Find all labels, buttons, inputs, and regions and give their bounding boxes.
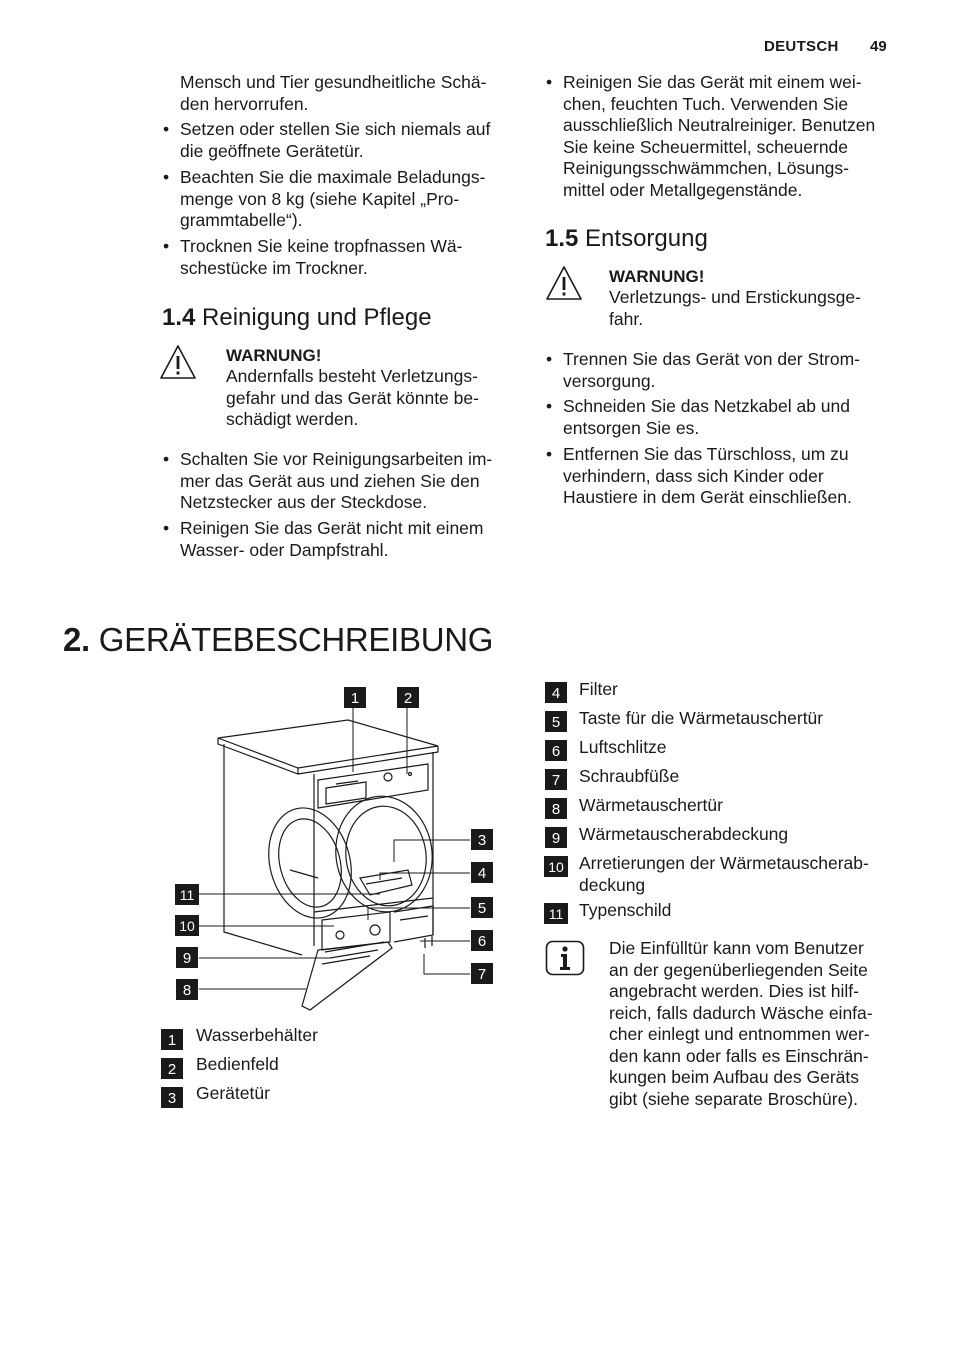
legend-label: Filter — [579, 679, 618, 699]
legend-label: Luftschlitze — [579, 737, 667, 757]
callout-2: 2 — [397, 687, 419, 708]
list-item-text: Entfernen Sie das Türschloss, um zu verhindern, dass sich Kinder oder Haustiere in dem Gerät einschließen. — [563, 444, 852, 507]
chapter-number: 2. — [63, 621, 90, 658]
callout-11: 11 — [175, 884, 199, 905]
legend-number: 7 — [545, 769, 567, 790]
list-item-text: Trocknen Sie keine tropfnassen Wä- schestücke im Trockner. — [180, 236, 463, 278]
warning-text: Verletzungs- und Erstickungsge- fahr. — [609, 287, 861, 329]
bullet-dot: • — [546, 396, 553, 416]
header-language: DEUTSCH — [764, 38, 839, 55]
list-item-text: Trennen Sie das Gerät von der Strom- versorgung. — [563, 349, 860, 391]
section-number: 1.4 — [162, 304, 196, 331]
legend-label: Arretierungen der Wärmetauscherab- deckung — [579, 853, 869, 895]
bullet-dot: • — [163, 119, 170, 139]
bullet-dot: • — [546, 349, 553, 369]
legend-label: Gerätetür — [196, 1083, 270, 1103]
legend-label: Wasserbehälter — [196, 1025, 318, 1045]
callout-8: 8 — [176, 979, 198, 1000]
legend-number: 1 — [161, 1029, 183, 1050]
bullet-dot: • — [546, 444, 553, 464]
callout-3: 3 — [471, 829, 493, 850]
callout-1: 1 — [344, 687, 366, 708]
callout-9: 9 — [176, 947, 198, 968]
legend-number: 3 — [161, 1087, 183, 1108]
info-text: Die Einfülltür kann vom Benutzer an der gegenüberliegenden Seite angebracht werden. Dies ist hilf- reich, falls dadurch Wäsche einfa- cher einlegt und entnommen wer- den kann oder falls es Einschrän- kungen beim Aufbau des Geräts gibt (siehe separate Broschüre). — [609, 938, 873, 1109]
legend-number: 5 — [545, 711, 567, 732]
chapter-title: GERÄTEBESCHREIBUNG — [98, 621, 494, 658]
legend-label: Wärmetauscherabdeckung — [579, 824, 789, 844]
legend-label: Schraubfüße — [579, 766, 680, 786]
warning-text: Andernfalls besteht Verletzungs- gefahr und das Gerät könnte be- schädigt werden. — [226, 366, 479, 429]
list-item-text: Reinigen Sie das Gerät mit einem wei- chen, feuchten Tuch. Verwenden Sie ausschließlich Neutralreiniger. Benutzen Sie keine Scheuermittel, scheuernde Reinigungsschwämmchen, Lösungs- mittel oder Metallgegenstände. — [563, 72, 876, 200]
legend-number: 2 — [161, 1058, 183, 1079]
legend-label: Bedienfeld — [196, 1054, 279, 1074]
warning-title: WARNUNG! — [226, 346, 322, 365]
list-item-text: Setzen oder stellen Sie sich niemals auf die geöffnete Gerätetür. — [180, 119, 491, 161]
callout-10: 10 — [175, 915, 199, 936]
callout-6: 6 — [471, 930, 493, 951]
warning-title: WARNUNG! — [609, 267, 705, 286]
bullet-dot: • — [163, 518, 170, 538]
callout-5: 5 — [471, 897, 493, 918]
legend-label: Wärmetauschertür — [579, 795, 723, 815]
legend-number: 4 — [545, 682, 567, 703]
bullet-dot: • — [546, 72, 553, 92]
section-title: Reinigung und Pflege — [202, 304, 432, 331]
legend-number: 8 — [545, 798, 567, 819]
section-number: 1.5 — [545, 225, 579, 252]
section-title: Entsorgung — [585, 225, 708, 252]
legend-label: Taste für die Wärmetauschertür — [579, 708, 824, 728]
legend-number: 11 — [544, 903, 568, 924]
bullet-dot: • — [163, 236, 170, 256]
legend-number: 10 — [544, 856, 568, 877]
list-item-text: Beachten Sie die maximale Beladungs- menge von 8 kg (siehe Kapitel „Pro- grammtabelle“). — [180, 167, 486, 230]
list-item-text: Schalten Sie vor Reinigungsarbeiten im- mer das Gerät aus und ziehen Sie den Netzstecker aus der Steckdose. — [180, 449, 493, 512]
list-item-text: Schneiden Sie das Netzkabel ab und entsorgen Sie es. — [563, 396, 851, 438]
legend-number: 6 — [545, 740, 567, 761]
legend-number: 9 — [545, 827, 567, 848]
page-number: 49 — [870, 38, 887, 55]
intro-text: Mensch und Tier gesundheitliche Schä- den hervorrufen. — [180, 72, 487, 114]
info-icon — [545, 940, 585, 976]
legend-label: Typenschild — [579, 900, 672, 920]
bullet-dot: • — [163, 167, 170, 187]
callout-7: 7 — [471, 963, 493, 984]
bullet-dot: • — [163, 449, 170, 469]
list-item-text: Reinigen Sie das Gerät nicht mit einem Wasser- oder Dampfstrahl. — [180, 518, 484, 560]
callout-4: 4 — [471, 862, 493, 883]
